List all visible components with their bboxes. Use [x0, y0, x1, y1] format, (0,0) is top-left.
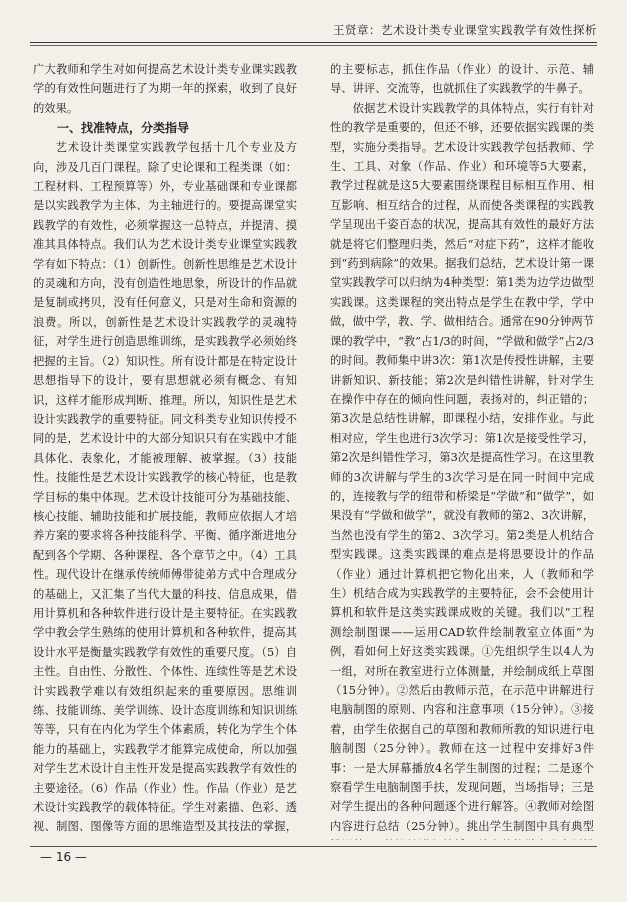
- section-heading: 一、找准特点，分类指导: [57, 121, 190, 136]
- header-rule-thin: [30, 45, 597, 46]
- paragraph-continued: 的主要标志，抓住作品（作业）的设计、示范、辅导、讲评、交流等，也就抓住了实践教学的牛鼻子。: [330, 63, 594, 96]
- paragraph-continued: 广大教师和学生对如何提高艺术设计类专业课实践教学的有效性问题进行了为期一年的探索，收到了良好的效果。: [33, 63, 297, 115]
- header-rule: [30, 42, 597, 43]
- paragraph: 依据艺术设计实践教学的具体特点，实行有针对性的教学是重要的，但还不够，还要依据实践课的类型，实施分类指导。艺术设计实践教学包括教师、学生、工具、对象（作品、作业）和环境等5大要素，教学过程就是这5大要素围绕课程目标相互作用、相互影响、相互结合的过程，从而使各类课程的实践教学呈现出千姿百态的状况，提高其有效性的最好方法就是将它们整理归类，然后“对症下药”，这样才能收到“药到病除”的效果。据我们总结，艺术设计第一课堂实践教学可以归纳为4种类型：第1类为边学边做型实践课。这类课程的突出特点是学生在教中学，学中做，做中学，教、学、做相结合。通常在90分钟两节课的教学中，“教”占1/3的时间，“学做和做学”占2/3的时间。教师集中讲3次：第1次是传授性讲解，主要讲新知识、新技能；第2次是纠错性讲解，针对学生在操作中存在的倾向性问题，表扬对的，纠正错的；第3次是总结性讲解，即课程小结，安排作业。与此相对应，学生也进行3次学习：第1次是接受性学习，第2次是纠错性学习，第3次是提高性学习。在这里教师的3次讲解与学生的3次学习是在同一时间中完成的，连接教与学的纽带和桥梁是“学做”和“做学”，如果没有“学做和做学”，就没有教师的第2、3次讲解，当然也没有学生的第2、3次学习。第2类是人机结合型实践课。这类实践课的难点是将思要设计的作品（作业）通过计算机把它物化出来，人（教师和学生）机结合成为实践教学的主要特征，会不会使用计算机和软件是这类实践课成败的关键。我们以“工程测绘制图课——运用CAD软件绘制教室立体面”为例，看如何上好这类实践课。①先组织学生以4人为一组，对所在教室进行立体测量，并绘制成纸上草图（15分钟）。②然后由教师示范，在示范中讲解进行电脑制图的原则、内容和注意事项（15分钟）。③接着，由学生依据自己的草图和教师所教的知识进行电脑制图（25分钟）。教师在这一过程中安排好3件事：一是大屏幕播放4名学生制图的过程；二是逐个察看学生电脑制图手扶，发现问题，当场指导；三是对学生提出的各种问题逐个进行解答。④教师对绘图内容进行总结（25分钟）。挑出学生制图中具有典型: [330, 101, 594, 833]
- left-column: [33, 60, 297, 840]
- paragraph: 艺术设计类课堂实践教学包括十几个专业及方向，涉及几百门课程。除了史论课和工程类课（如：工程材料、工程预算等）外，专业基础课和专业课都是以实践教学为主体、为主轴进行的。要提高课堂实践教学的有效性，必须掌握这一总特点，并提清、摸准其具体特点。我们认为艺术设计类专业课堂实践教学有如下特点：（1）创新性。创新性思维是艺术设计的灵魂和方向，没有创造性地思象，所设计的作品就是复制或拷贝，没有任何意义，只是对生命和资源的浪费。所以，创新性是艺术设计实践教学的灵魂特征，对学生进行创造思维训练，是实践教学必须始终把握的主旨。（2）知识性。所有设计都是在特定设计思想指导下的设计，要有思想就必须有概念、有知识，这样才能形成判断、推理。所以，知识性是艺术设计实践教学的重要特征。同文科类专业知识传授不同的是，艺术设计中的大部分知识只有在实践中才能具体化、表象化，才能被理解、被掌握。（3）技能性。技能性是艺术设计实践教学的核心特征，也是教学目标的集中体现。艺术设计技能可分为基础技能、核心技能、辅助技能和扩展技能，教师应依据人才培养方案的要求将各种技能科学、平衡、循序渐进地分配到各个学期、各种课程、各个章节之中。（4）工具性。现代设计在继承传统师傅带徒弟方式中合理成分的基础上，又汇集了当代大量的科技、信息成果，借用计算机和各种软件进行设计是主要特征。在实践教学中教会学生熟练的使用计算机和各种软件，提高其设计水平是衡量实践教学有效性的重要尺度。（5）自主性。自由性、分散性、个体性、连续性等是艺术设计实践教学难以有效组织起来的重要原因。思维训练、技能训练、美学训练、设计态度训练和知识训练等等，只有在内化为学生个体素质，转化为学生个体能力的基础上，实践教学才能算完成使命，所以加强对学生艺术设计自主性开发是提高实践教学有效性的主要途径。（6）作品（作业）性。作品（作业）是艺术设计实践教学的载体特征。学生对素描、色彩、透视、制图、图像等方面的思维造型及其技法的掌握，: [33, 141, 297, 834]
- running-header: 王贤章：艺术设计类专业课堂实践教学有效性探析: [333, 23, 597, 37]
- right-column: [330, 60, 594, 840]
- footer-rule: [30, 846, 597, 847]
- page-number: — 16 —: [40, 850, 87, 864]
